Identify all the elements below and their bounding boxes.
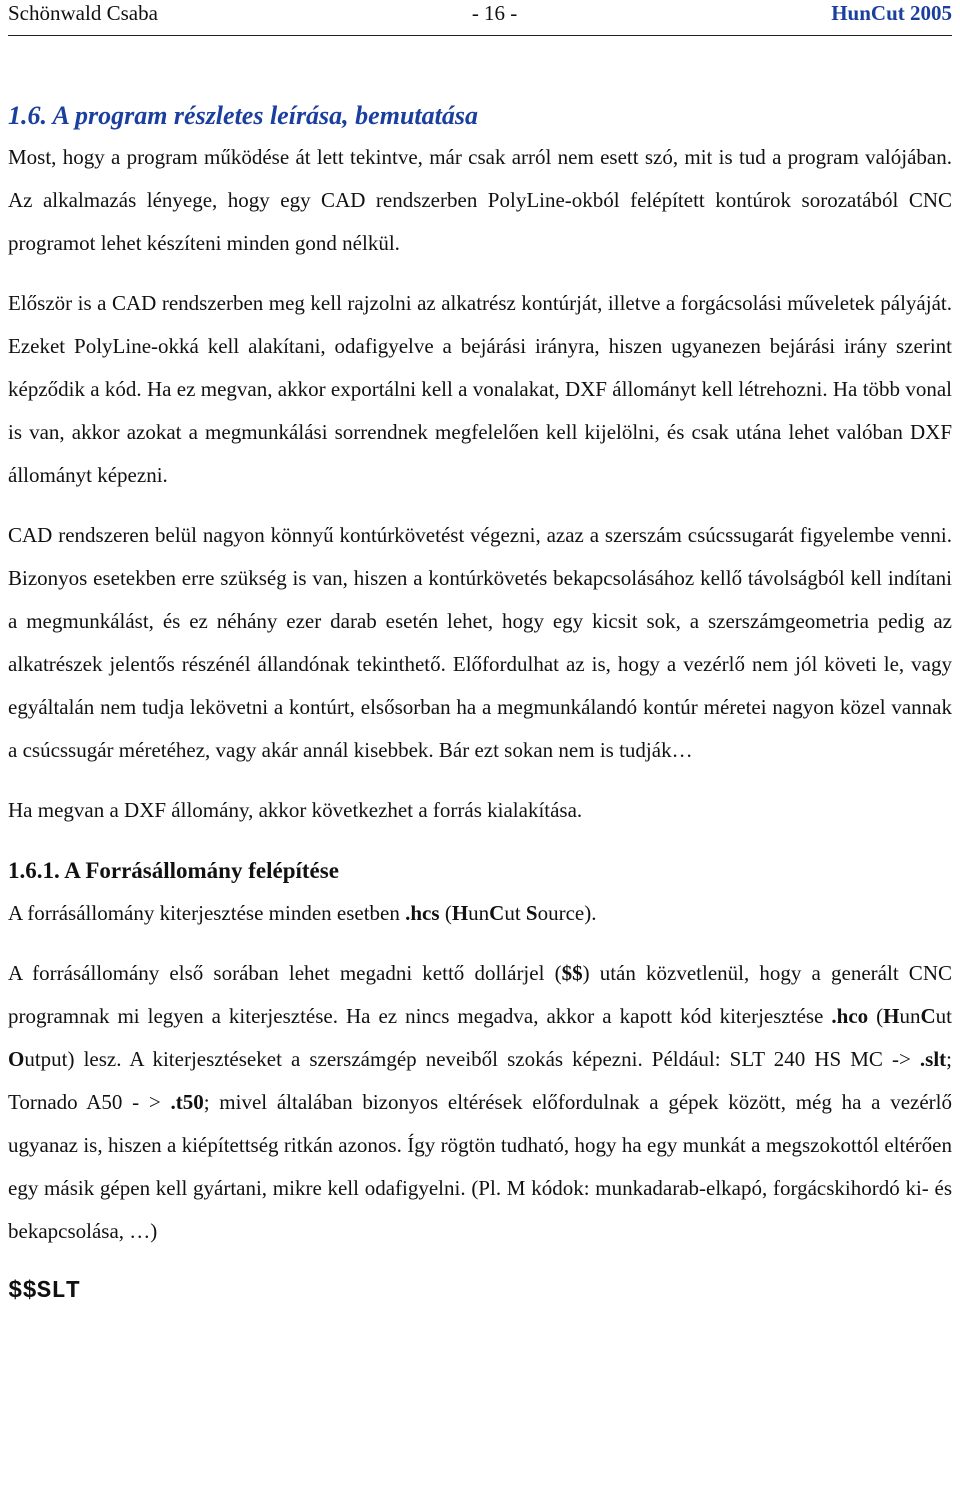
section-number: 1.6. [8,101,47,130]
extension-hco: .hco [831,1004,869,1028]
section-heading [8,96,952,136]
header-rule [8,35,952,36]
page-header [8,0,952,26]
paragraph-extension: A forrásállomány kiterjesztése minden esetben .hcs (HunCut Source). [8,901,597,925]
paragraph-contour: CAD rendszeren belül nagyon könnyű kontúrkövetést végezni, azaz a szerszám csúcssugarát figyelembe venni. Bizonyos esetekben erre szükség is van, hiszen a kontúrkövetés bekapcsolásához kellő távolságból kell indítani a megmunkálást, és ez néhány ezer darab esetén lehet, hogy egy kicsit sok, a szerszámgeometria pedig az alkatrészek jelentős részénél állandónak tekinthető. Előfordulhat az is, hogy a vezérlő nem jól követi le, vagy egyáltalán nem tudja lekövetni a kontúrt, elsősorban ha a megmunkálandó kontúr méretei nagyon közel vannak a csúcssugár méretéhez, vagy akár annál kisebbek. Bár ezt sokan nem is tudják… [8,523,952,762]
paragraph-workflow: Először is a CAD rendszerben meg kell rajzolni az alkatrész kontúrját, illetve a forgácsolási műveletek pályáját. Ezeket PolyLine-okká kell alakítani, odafigyelve a bejárási irányra, hiszen ugyanezen bejárási irány szerint képződik a kód. Ha ez megvan, akkor exportálni kell a vonalakat, DXF állományt kell létrehozni. Ha több vonal is van, akkor azokat a megmunkálási sorrendnek megfelelően kell kijelölni, és csak utána lehet valóban DXF állományt képezni. [8,291,952,487]
extension-hcs: .hcs [405,901,440,925]
paragraph-dxf: Ha megvan a DXF állomány, akkor következhet a forrás kialakítása. [8,798,583,822]
extension-slt: .slt [919,1047,947,1071]
header-page-number: - 16 - [471,1,518,25]
code-sample: $$SLT [8,1278,81,1305]
paragraph-intro: Most, hogy a program működése át lett tekintve, már csak arról nem esett szó, mit is tud a program valójában. Az alkalmazás lényege, hogy egy CAD rendszerben PolyLine-okból felépített kontúrok sorozatából CNC programot lehet készíteni minden gond nélkül. [8,145,952,255]
extension-t50: .t50 [170,1090,204,1114]
subsection-number: 1.6.1. [8,858,60,883]
subsection-heading [8,849,952,892]
subsection-title: A Forrásállomány felépítése [64,858,339,883]
page-body [8,96,952,1313]
header-title: HunCut 2005 [831,1,952,25]
dollar-signs: $$ [561,961,583,985]
header-author: Schönwald Csaba [8,1,158,25]
paragraph-first-line: A forrásállomány első sorában lehet megadni kettő dollárjel ($$) után közvetlenül, hogy a generált CNC programnak mi legyen a kiterjesztése. Ha ez nincs megadva, akkor a kapott kód kiterjesztése .hco (HunCut Output) lesz. A kiterjesztéseket a szerszámgép neveiből szokás képezni. Például: SLT 240 HS MC -> .slt; Tornado A50 - > .t50; mivel általában bizonyos eltérések előfordulnak a gépek között, még ha a vezérlő ugyanaz is, hiszen a kiépítettség ritkán azonos. Így rögtön tudható, hogy ha egy munkát a megszokottól eltérően egy másik gépen kell gyártani, mikre kell odafigyelni. (Pl. M kódok: munkadarab-elkapó, forgácskihordó ki- és bekapcsolása, …) [8,961,952,1243]
section-title: A program részletes leírása, bemutatása [52,101,478,130]
